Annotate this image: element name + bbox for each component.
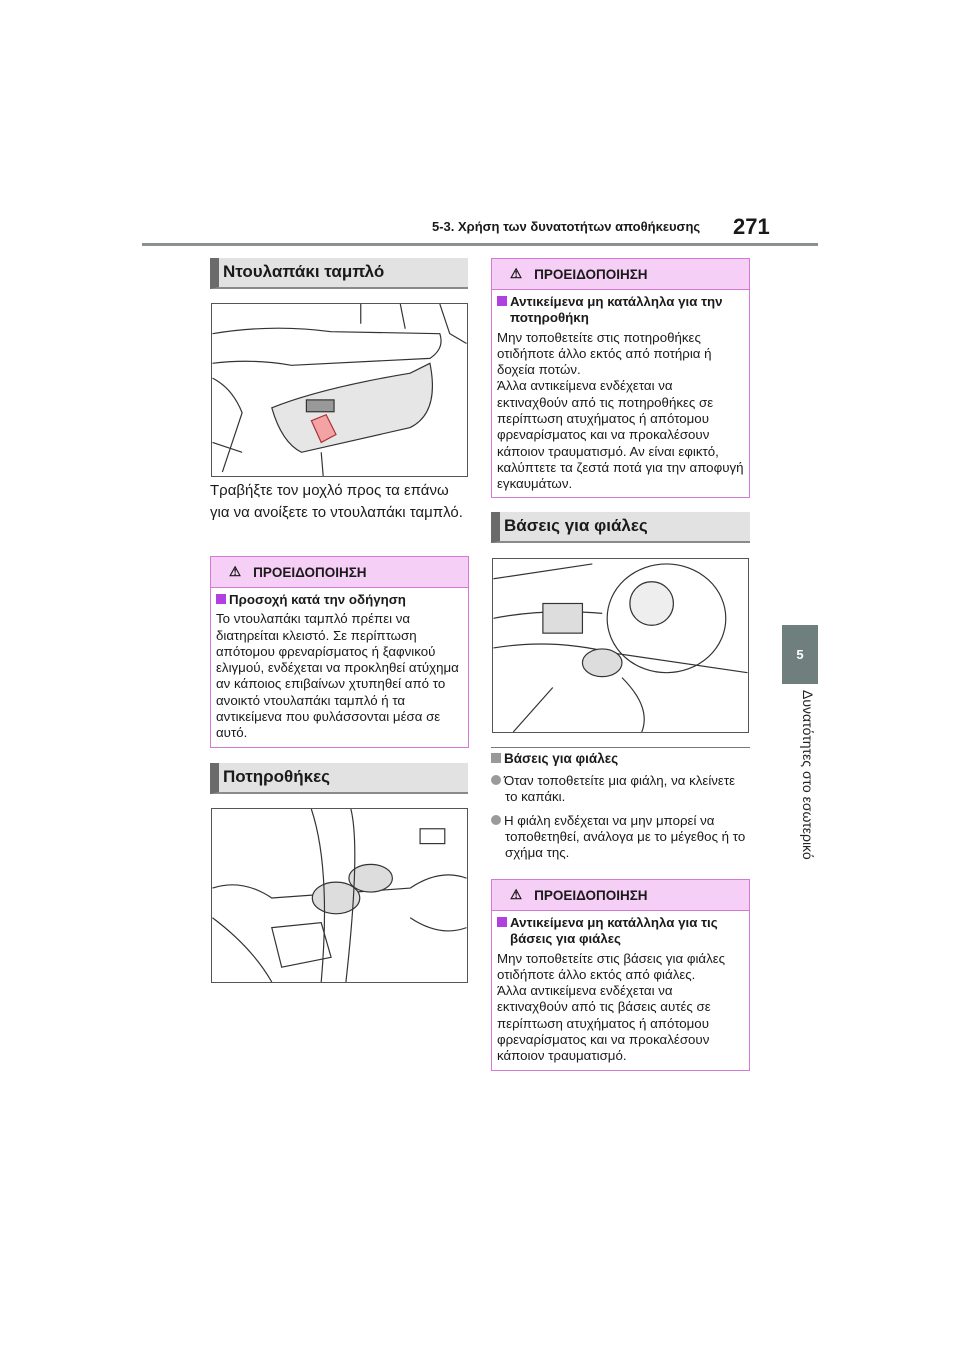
warning-label: ΠΡΟΕΙΔΟΠΟΙΗΣΗ	[253, 564, 367, 580]
section-heading-cupholders: Ποτηροθήκες	[210, 763, 468, 794]
warning-text: Μην τοποθετείτε στις βάσεις για φιάλες οτιδήποτε άλλο εκτός από φιάλες.	[497, 950, 726, 982]
chapter-tab[interactable]	[782, 625, 818, 684]
bullet-icon	[491, 775, 501, 785]
square-bullet-icon	[491, 753, 501, 763]
warning-text: Το ντουλαπάκι ταμπλό πρέπει να διατηρείται κλειστό. Σε περίπτωση απότομου φρεναρίσματος ή ξαφνικού ελιγμού, ενδέχεται να προκληθεί ατύχημα αν κάποιος επιβαίνων χτυπηθεί από το ανοικτό ντουλαπάκι ταμπλό ή τα αντικείμενα που φυλάσσονται μέσα σε αυτό.	[216, 611, 459, 741]
glovebox-illustration	[211, 303, 468, 477]
square-bullet-icon	[497, 296, 507, 306]
warning-text: Μην τοποθετείτε στις ποτηροθήκες οτιδήποτε άλλο εκτός από ποτήρια ή δοχεία ποτών.	[497, 329, 712, 378]
warning-text: Άλλα αντικείμενα ενδέχεται να εκτιναχθούν από τις βάσεις αυτές σε περίπτωση ατυχήματος ή απότομου φρεναρίσματος και να προκαλέσουν κάποιον τραυματισμό.	[497, 983, 711, 1064]
section-header: 5-3. Χρήση των δυνατοτήτων αποθήκευσης	[432, 219, 701, 234]
warning-title: Προσοχή κατά την οδήγηση	[229, 592, 406, 607]
warning-title: Αντικείμενα μη κατάλληλα για την ποτηροθήκη	[510, 294, 723, 326]
bullet-text: Όταν τοποθετείτε μια φιάλη, να κλείνετε το καπάκι.	[504, 773, 736, 805]
cupholders-illustration	[211, 808, 468, 983]
bullet-text: Η φιάλη ενδέχεται να μην μπορεί να τοποθετηθεί, ανάλογα με το μέγεθος ή το σχήμα της.	[504, 812, 746, 861]
bottle-holders-illustration	[492, 558, 749, 733]
warning-label: ΠΡΟΕΙΔΟΠΟΙΗΣΗ	[534, 887, 648, 903]
warning-triangle-icon: ⚠	[510, 887, 523, 902]
warning-title: Αντικείμενα μη κατάλληλα για τις βάσεις για φιάλες	[510, 915, 718, 947]
chapter-title: Δυνατότητες στο εσωτερικό	[800, 690, 816, 860]
warning-triangle-icon: ⚠	[229, 564, 242, 579]
bullet-icon	[491, 815, 501, 825]
warning-text: Άλλα αντικείμενα ενδέχεται να εκτιναχθούν από τις ποτηροθήκες σε περίπτωση ατυχήματος ή απότομου φρεναρίσματος και να προκαλέσουν κάποιον τραυματισμό. Αν είναι εφικτό, καλύπτετε τα ζεστά ποτά για την αποφυγή εγκαυμάτων.	[497, 378, 744, 492]
bottle-holders-notes	[491, 751, 750, 861]
warning-box-cupholders	[491, 258, 750, 498]
warning-label: ΠΡΟΕΙΔΟΠΟΙΗΣΗ	[534, 266, 648, 282]
page-number: 271	[733, 214, 770, 239]
warning-box-bottle-holders	[491, 879, 750, 1071]
warning-box-glovebox	[210, 556, 469, 748]
section-heading-glovebox: Ντουλαπάκι ταμπλό	[210, 258, 468, 289]
warning-triangle-icon: ⚠	[510, 266, 523, 281]
chapter-number: 5	[796, 647, 804, 662]
section-heading-bottle-holders: Βάσεις για φιάλες	[491, 512, 750, 543]
glovebox-instruction: Τραβήξτε τον μοχλό προς τα επάνω για να ανοίξετε το ντουλαπάκι ταμπλό.	[210, 482, 463, 521]
square-bullet-icon	[497, 917, 507, 927]
divider	[491, 747, 750, 748]
square-bullet-icon	[216, 594, 226, 604]
subheading: Βάσεις για φιάλες	[504, 751, 619, 766]
header-divider	[142, 243, 818, 246]
